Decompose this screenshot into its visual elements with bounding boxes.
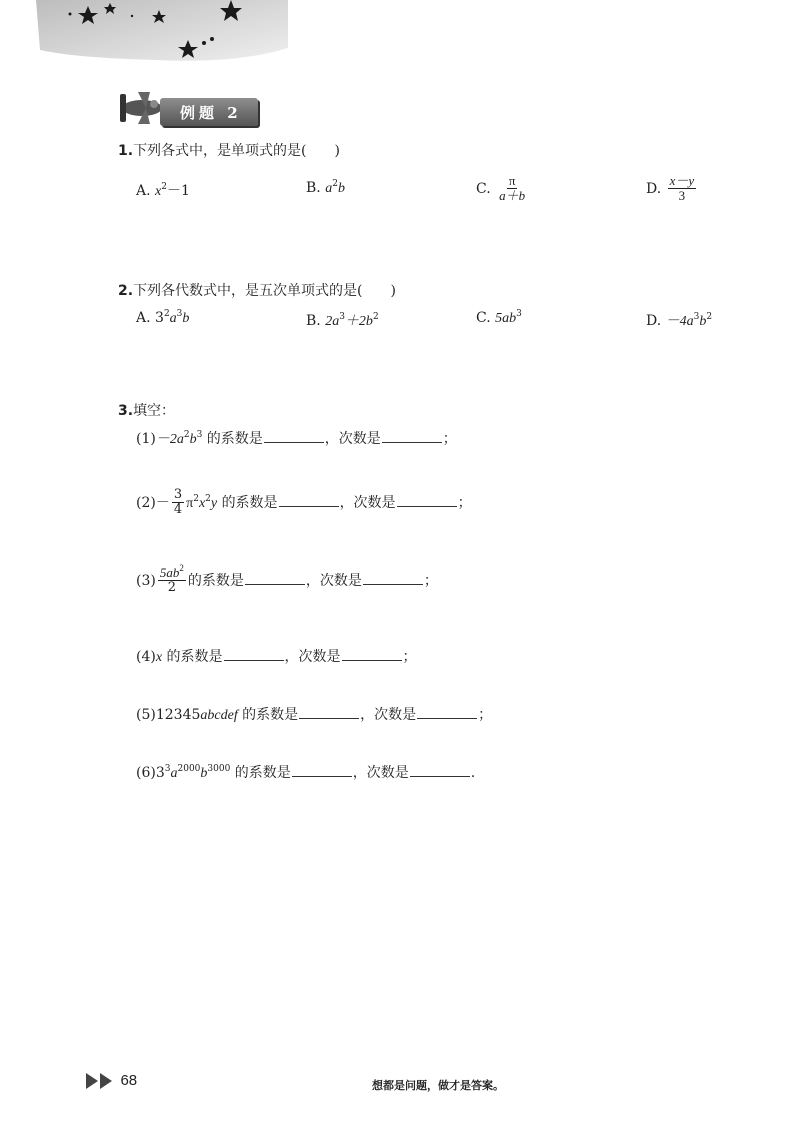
q3-item-6: [136, 762, 475, 782]
math-term: x: [155, 650, 163, 665]
exponent: 2000: [177, 764, 201, 774]
coefficient-answer-blank[interactable]: [224, 646, 284, 661]
denominator: 2: [167, 580, 176, 596]
punctuation: .: [470, 765, 476, 781]
option-label: C.: [476, 310, 491, 326]
math-term: 5ab: [495, 311, 517, 326]
degree-prompt: ，次数是: [352, 765, 409, 781]
degree-answer-blank[interactable]: [410, 762, 470, 777]
exponent: 3: [164, 764, 171, 774]
coefficient-answer-blank[interactable]: [299, 704, 359, 719]
question-text: 下列各式中，是单项式的是( ): [133, 143, 340, 159]
degree-prompt: ，次数是: [339, 494, 396, 511]
footer-motto: 想都是问题，做才是答案。: [372, 1079, 504, 1092]
degree-answer-blank[interactable]: [417, 704, 477, 719]
question-2-stem: [118, 280, 396, 300]
math-term: －4a: [665, 314, 694, 329]
exponent: 3: [339, 312, 345, 322]
q3-item-2: [136, 488, 472, 518]
option-label: D.: [646, 180, 662, 197]
degree-answer-blank[interactable]: [382, 428, 442, 443]
math-term: 2a: [325, 314, 340, 329]
exponent: 2: [163, 309, 170, 319]
math-term: π: [186, 495, 194, 511]
question-1-stem: [118, 140, 340, 160]
math-term: 5ab: [159, 565, 180, 580]
q2-option-a: [136, 310, 189, 327]
question-number: 2.: [118, 283, 134, 299]
exponent: 3: [693, 312, 700, 322]
q1-option-c: [476, 174, 529, 204]
double-arrow-icon: [86, 1073, 116, 1089]
option-label: D.: [646, 313, 662, 329]
math-term: －: [155, 494, 170, 511]
punctuation: ；: [402, 649, 417, 665]
math-term: b: [200, 766, 208, 781]
exponent: 2: [372, 312, 379, 322]
option-label: A.: [136, 183, 151, 199]
page-number: 68: [120, 1072, 138, 1089]
math-term: 12345: [155, 707, 201, 723]
degree-answer-blank[interactable]: [363, 570, 423, 585]
exponent: 2: [161, 182, 167, 192]
numerator: π: [508, 173, 516, 188]
question-3-stem: [118, 400, 175, 420]
q3-item-1: [136, 428, 457, 448]
denominator: 4: [173, 502, 183, 518]
coefficient-prompt: 的系数是: [187, 572, 244, 589]
q3-item-3: [136, 563, 438, 596]
fraction: [172, 488, 184, 518]
q3-item-4: [136, 646, 417, 666]
q1-option-b: [306, 180, 345, 197]
coefficient-prompt: 的系数是: [242, 707, 299, 723]
item-index: (6): [136, 765, 156, 781]
fraction: [158, 563, 186, 596]
exponent: 2: [183, 430, 190, 440]
degree-prompt: ，次数是: [324, 431, 381, 447]
fraction: [497, 174, 527, 204]
example-heading-text: 例题 2: [180, 104, 242, 122]
question-text: 填空：: [133, 403, 176, 419]
math-term: abcdef: [200, 708, 238, 723]
q1-option-d: [646, 174, 698, 204]
option-label: B.: [306, 313, 321, 329]
coefficient-prompt: 的系数是: [221, 494, 278, 511]
math-term: 3: [155, 310, 164, 326]
math-term: 3: [155, 765, 165, 781]
coefficient-prompt: 的系数是: [234, 765, 291, 781]
math-term: b: [699, 314, 707, 329]
question-number: 3.: [118, 403, 134, 419]
exponent: 3000: [207, 764, 231, 774]
coefficient-prompt: 的系数是: [206, 431, 263, 447]
coefficient-answer-blank[interactable]: [245, 570, 305, 585]
numerator: 3: [173, 487, 183, 502]
degree-prompt: ，次数是: [305, 572, 362, 589]
exponent: 2: [179, 563, 184, 573]
exponent: 2: [706, 312, 713, 322]
option-label: A.: [136, 310, 151, 326]
coefficient-answer-blank[interactable]: [264, 428, 324, 443]
degree-answer-blank[interactable]: [397, 492, 457, 507]
punctuation: ；: [423, 572, 438, 589]
header-star-banner: [36, 0, 288, 66]
punctuation: ；: [478, 707, 493, 723]
denominator: 3: [678, 188, 686, 204]
exponent: 3: [176, 309, 183, 319]
degree-answer-blank[interactable]: [342, 646, 402, 661]
q1-option-a: [136, 180, 190, 200]
exponent: 2: [332, 179, 338, 189]
numerator: [158, 563, 186, 581]
exponent: 2: [193, 493, 199, 504]
item-index: (1): [136, 431, 156, 447]
math-term: ＋2b: [344, 314, 373, 329]
option-label: C.: [476, 180, 491, 197]
exponent: 3: [196, 430, 203, 440]
item-index: (5): [136, 707, 156, 723]
math-term: x: [155, 184, 162, 199]
option-label: B.: [306, 180, 321, 196]
math-term: b: [182, 311, 190, 326]
denominator: a＋b: [499, 188, 526, 204]
q2-option-c: [476, 310, 522, 327]
page-footer-left: [86, 1072, 137, 1089]
math-term: b: [337, 181, 345, 196]
q2-option-d: [646, 310, 712, 330]
coefficient-answer-blank[interactable]: [279, 492, 339, 507]
math-term: －1: [166, 183, 190, 199]
q2-option-b: [306, 310, 379, 330]
fraction: [668, 174, 697, 204]
exponent: 3: [516, 309, 522, 319]
math-term: b: [189, 432, 197, 447]
example-heading: [160, 98, 258, 126]
math-term: －2a: [155, 432, 184, 447]
q3-item-5: [136, 704, 492, 724]
question-text: 下列各代数式中，是五次单项式的是( ): [133, 283, 396, 299]
math-term: a: [170, 766, 178, 781]
coefficient-answer-blank[interactable]: [292, 762, 352, 777]
degree-prompt: ，次数是: [284, 649, 341, 665]
degree-prompt: ，次数是: [360, 707, 417, 723]
exponent: 2: [205, 493, 211, 504]
item-index: (3): [136, 572, 156, 589]
numerator: x－y: [669, 173, 695, 188]
punctuation: ；: [442, 431, 457, 447]
math-term: a: [169, 311, 177, 326]
math-term: a: [325, 181, 333, 196]
coefficient-prompt: 的系数是: [166, 649, 223, 665]
item-index: (4): [136, 649, 156, 665]
item-index: (2): [136, 494, 156, 511]
question-number: 1.: [118, 143, 134, 159]
punctuation: ；: [457, 494, 472, 511]
math-term: x: [198, 495, 206, 511]
math-term: y: [210, 495, 218, 511]
